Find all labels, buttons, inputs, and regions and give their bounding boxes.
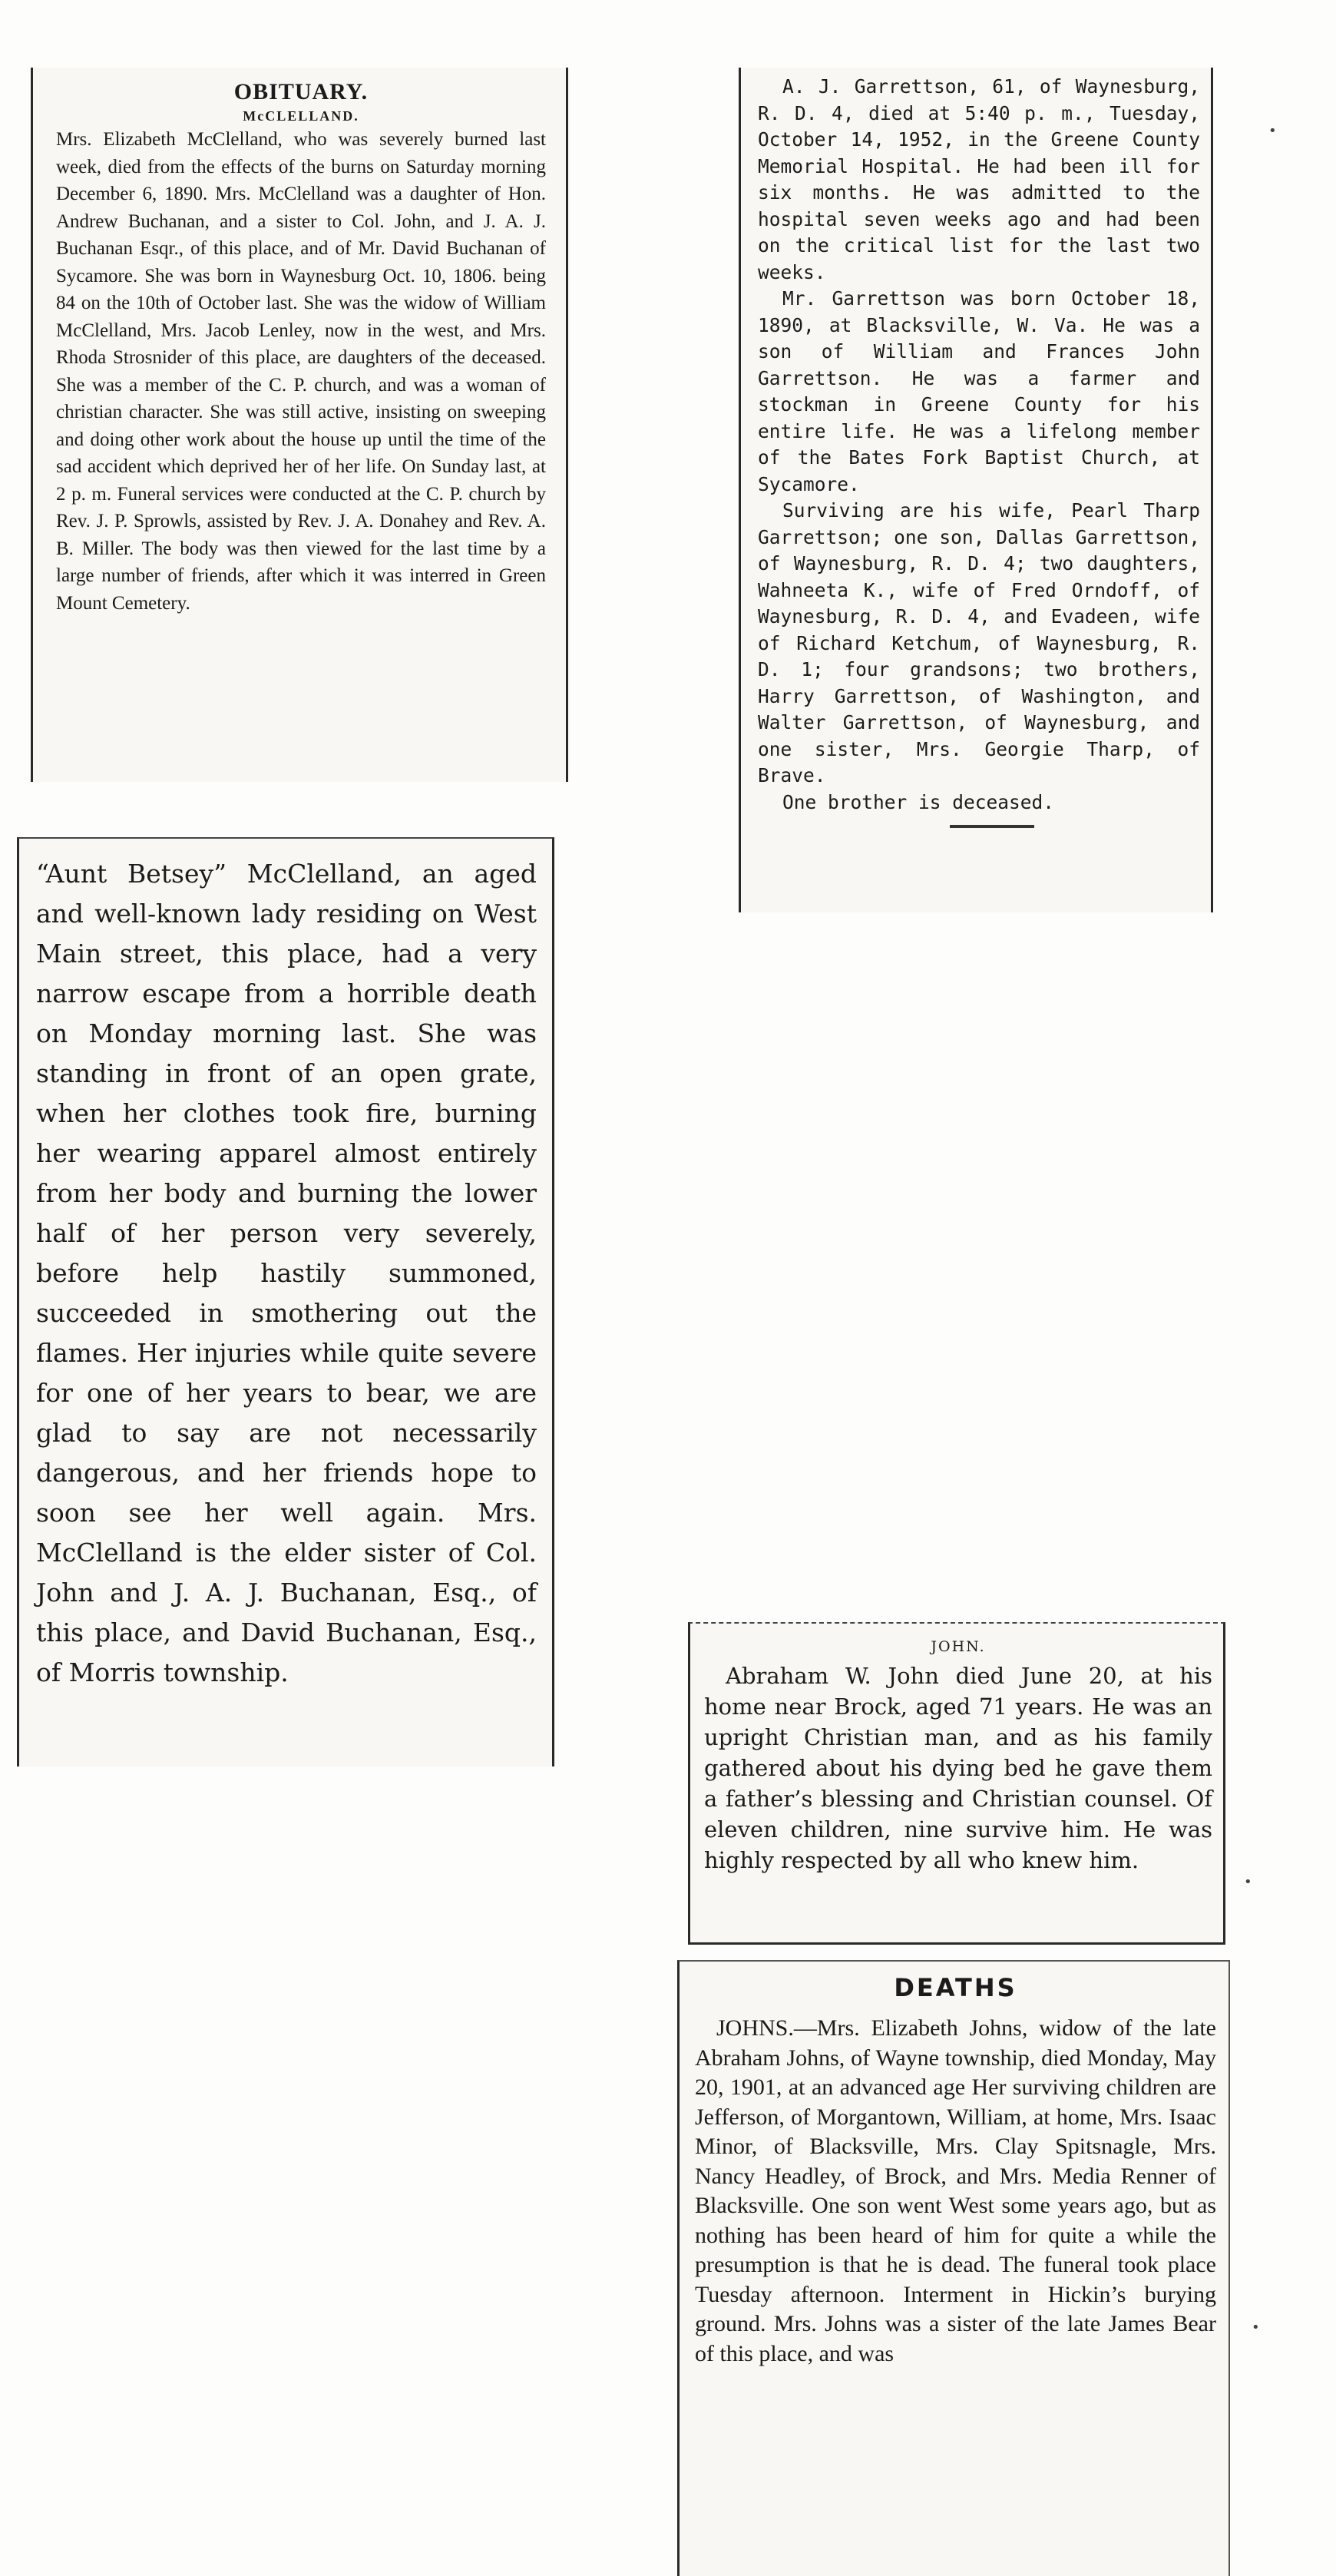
garrettson-paragraph-3: Surviving are his wife, Pearl Tharp Garrettson; one son, Dallas Garrettson, of Waynesburg, R. D. 4; two daughters, Wahneeta K., wife of Fred Orndoff, of Waynesburg, R. D. 4, and Evadeen, wife of Richard Ketchum, of Waynesburg, R. D. 1; four grandsons; two brothers, Harry Garrettson, of Washington, and Walter Garrettson, of Waynesburg, and one sister, Mrs. Georgie Tharp, of Brave. xyxy=(758,499,1200,786)
johns-deaths-clipping xyxy=(677,1960,1230,2576)
end-rule xyxy=(950,825,1034,828)
obituary-subheading: McCLELLAND. xyxy=(243,108,359,124)
john-heading: JOHN. xyxy=(931,1638,986,1655)
garrettson-paragraph-4: One brother is deceased. xyxy=(782,790,1055,813)
john-obituary-clipping xyxy=(688,1622,1225,1945)
garrettson-obituary-clipping xyxy=(739,68,1213,912)
johns-body: JOHNS.—Mrs. Elizabeth Johns, widow of the late Abraham Johns, of Wayne township, died Monday, May 20, 1901, at an advanced age Her surviving children are Jefferson, of Morgantown, William, at home, Mrs. Isaac Minor, of Blacksville, Mrs. Clay Spitsnagle, Mrs. Nancy Headley, of Brock, and Mrs. Media Renner of Blacksville. One son went West some years ago, but as nothing has been heard of him for quite a while the presumption is that he is dead. The funeral took place Tuesday afternoon. Interment in Hickin’s burying ground. Mrs. Johns was a sister of the late James Bear of this place, and was xyxy=(695,2015,1216,2366)
garrettson-paragraph-2: Mr. Garrettson was born October 18, 1890, at Blacksville, W. Va. He was a son of William and Frances John Garrettson. He was a farmer and stockman in Greene County for his entire life. He was a lifelong member of the Bates Fork Baptist Church, at Sycamore. xyxy=(758,287,1200,495)
scan-speck: • xyxy=(1252,2319,1260,2336)
garrettson-paragraph-1: A. J. Garrettson, 61, of Waynesburg, R. D. 4, died at 5:40 p. m., Tuesday, October 14, 1952, in the Greene County Memorial Hospital. He had been ill for six months. He was admitted to the hospital seven weeks ago and had been on the critical list for the last two weeks. xyxy=(758,75,1200,283)
john-body: Abraham W. John died June 20, at his home near Brock, aged 71 years. He was an upright Christian man, and as his family gathered about his dying bed he gave them a father’s blessing and Christian counsel. Of eleven children, nine survive him. He was highly respected by all who knew him. xyxy=(704,1663,1212,1873)
obituary-heading: OBITUARY. xyxy=(233,79,369,104)
scan-speck: • xyxy=(1244,1874,1252,1890)
deaths-heading: DEATHS xyxy=(894,1973,1017,2002)
aunt-betsey-clipping xyxy=(17,837,554,1766)
obituary-body: Mrs. Elizabeth McClelland, who was severely burned last week, died from the effects of the burns on Saturday morning December 6, 1890. Mrs. McClelland was a daughter of Hon. Andrew Buchanan, and a sister to Col. John, and J. A. J. Buchanan Esqr., of this place, and of Mr. David Buchanan of Sycamore. She was born in Waynesburg Oct. 10, 1806. being 84 on the 10th of October last. She was the widow of William McClelland, Mrs. Jacob Lenley, now in the west, and Mrs. Rhoda Strosnider of this place, are daughters of the deceased. She was a member of the C. P. church, and was a woman of christian character. She was still active, insisting on sweeping and doing other work about the house up until the time of the sad accident which deprived her of her life. On Sunday last, at 2 p. m. Funeral services were conducted at the C. P. church by Rev. J. P. Sprowls, assisted by Rev. J. A. Donahey and Rev. A. B. Miller. The body was then viewed for the last time by a large number of friends, after which it was interred in Green Mount Cemetery. xyxy=(56,129,546,614)
obituary-mcclelland-clipping xyxy=(31,68,568,782)
scan-speck: • xyxy=(1268,123,1277,139)
aunt-betsey-body: “Aunt Betsey” McClelland, an aged and well-known lady residing on West Main street, this place, had a very narrow escape from a horrible death on Monday morning last. She was standing in front of an open grate, when her clothes took fire, burning her wearing apparel almost entirely from her body and burning the lower half of her person very severely, before help hastily summoned, succeeded in smothering out the flames. Her injuries while quite severe for one of her years to bear, we are glad to say are not necessarily dangerous, and her friends hope to soon see her well again. Mrs. McClelland is the elder sister of Col. John and J. A. J. Buchanan, Esq., of this place, and David Buchanan, Esq., of Morris township. xyxy=(36,859,537,1687)
